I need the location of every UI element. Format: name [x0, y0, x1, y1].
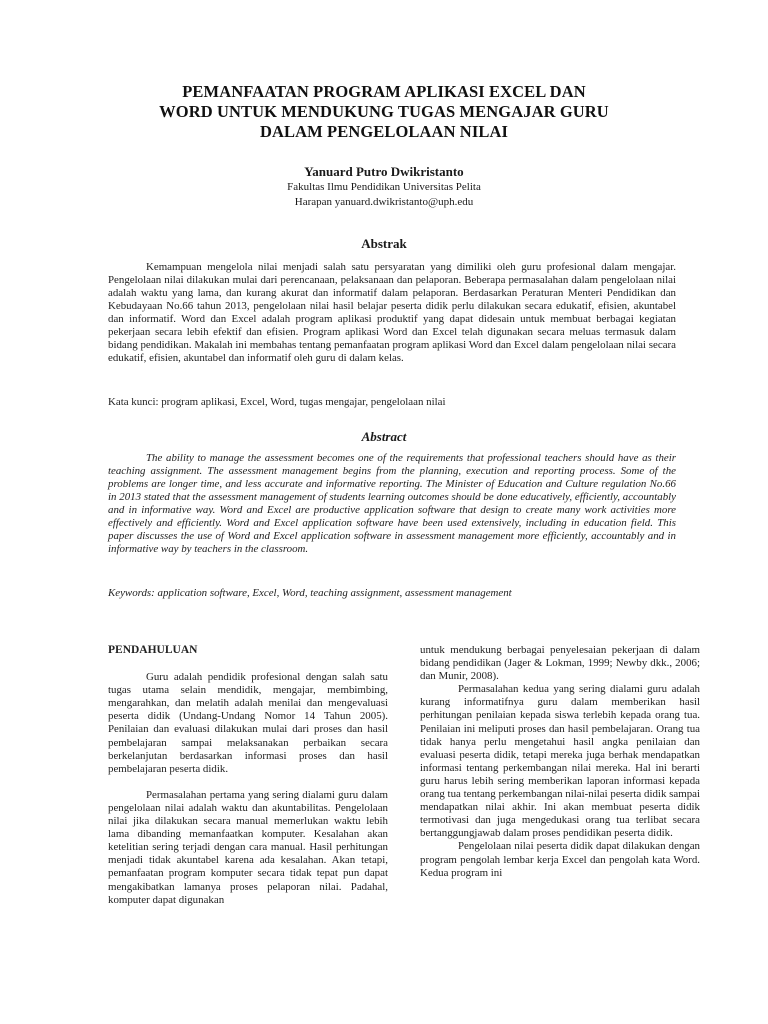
abstrak-keywords: Kata kunci: program aplikasi, Excel, Word, tugas mengajar, pengelolaan nilai: [108, 396, 446, 408]
affiliation-line: Fakultas Ilmu Pendidikan Universitas Pelita: [287, 181, 481, 193]
left-column: [108, 644, 388, 907]
paper-title: [100, 82, 668, 142]
author-affiliation: [100, 180, 668, 210]
abstrak-body: [108, 261, 676, 365]
title-line: PEMANFAATAN PROGRAM APLIKASI EXCEL DAN: [182, 82, 586, 101]
title-line: DALAM PENGELOLAAN NILAI: [260, 122, 508, 141]
affiliation-line: Harapan yanuard.dwikristanto@uph.edu: [294, 196, 474, 208]
body-paragraph: Pengelolaan nilai peserta didik dapat dilakukan dengan program pengolah lembar kerja Excel dan pengolah kata Word. Kedua program ini: [420, 840, 700, 879]
body-paragraph: Permasalahan pertama yang sering dialami guru dalam pengelolaan nilai adalah waktu dan akuntabilitas. Pengelolaan nilai jika dilakukan secara manual memerlukan waktu lebih lama dibanding memanfaatkan komputer. Kesalahan akan ketelitian sering terjadi dengan cara manual. Hasil perhitungan menjadi tidak akuntabel karena ada kesalahan. Akan tetapi, pemanfaatan program komputer secara tidak tepat pun dapat mengakibatkan lamanya proses pelaporan nilai. Padahal, komputer dapat digunakan: [108, 788, 388, 906]
abstract-keywords: Keywords: application software, Excel, Word, teaching assignment, assessment management: [108, 587, 512, 599]
abstract-paragraph: The ability to manage the assessment becomes one of the requirements that professional teachers should have as their teaching assignment. The assessment management begins from the planning, execution and reporting process. Some of the problems are longer time, and less accurate and informative reporting. The Minister of Education and Culture regulation No.66 in 2013 stated that the assessment management of students learning outcomes should be done educatively, efficiently, accountably and in informative way. Word and Excel are productive application software that design to create many work activities more effectively and efficiently. Word and Excel application software have been used extensively, including in education field. This paper discusses the use of Word and Excel application software in assessment management more efficiently, accountably and in informative way by teachers in the classroom.: [108, 452, 676, 556]
title-line: WORD UNTUK MENDUKUNG TUGAS MENGAJAR GURU: [159, 102, 609, 121]
section-heading: PENDAHULUAN: [108, 644, 198, 656]
author-name: Yanuard Putro Dwikristanto: [304, 164, 464, 179]
body-paragraph: Permasalahan kedua yang sering dialami guru adalah kurang informatifnya guru dalam memberikan hasil perhitungan penilaian kepada siswa terlebih kepada orang tua. Penilaian ini meliputi proses dan hasil pembelajaran. Orang tua tidak hanya perlu mengetahui hasil angka penilaian dan evaluasi peserta didik, tetapi mereka juga berhak mendapatkan informasi tentang perkembangan nilai mereka. Hal ini berarti guru harus lebih sering memberikan laporan informasi kepada orang tua tentang perkembangan nilai-nilai peserta didik sampai mendapatkan nilai akhir. Ini akan membuat peserta didik termotivasi dan juga mengedukasi orang tua terlibat secara bertanggungjawab dalam proses pendidikan peserta didik.: [420, 683, 700, 840]
abstract-heading: Abstract: [361, 429, 407, 444]
right-column: [420, 644, 700, 880]
abstract-body: [108, 452, 676, 556]
abstrak-paragraph: Kemampuan mengelola nilai menjadi salah satu persyaratan yang dimiliki oleh guru profesional dalam mengajar. Pengelolaan nilai dilakukan mulai dari perencanaan, pelaksanaan dan pelaporan. Beberapa permasalahan dalam pengelolaan nilai adalah waktu yang lama, dan kurang akurat dan informatif dalam pelaporan. Berdasarkan Peraturan Menteri Pendidikan dan Kebudayaan No.66 tahun 2013, pengelolaan nilai hasil belajar peserta didik perlu dilakukan secara edukatif, efisien, akuntabel dan informatif. Word dan Excel adalah program aplikasi produktif yang dapat didesain untuk membuat berbagai kegiatan pekerjaan secara lebih efektif dan efisien. Program aplikasi Word dan Excel telah digunakan secara meluas termasuk dalam bidang pendidikan. Makalah ini membahas tentang pemanfaatan program aplikasi Word dan Excel dalam pengelolaan nilai secara edukatif, efisien, akuntabel dan informatif oleh guru di dalam kelas.: [108, 261, 676, 365]
body-paragraph-continued: untuk mendukung berbagai penyelesaian pekerjaan di dalam bidang pendidikan (Jager & Lokman, 1999; Newby dkk., 2006; dan Munir, 2008).: [420, 644, 700, 683]
body-paragraph: Guru adalah pendidik profesional dengan salah satu tugas utama selain mendidik, mengajar, membimbing, mengarahkan, dan melatih adalah menilai dan mengevaluasi peserta didik (Undang-Undang Nomor 14 Tahun 2005). Penilaian dan evaluasi dilakukan mulai dari proses dan hasil pembelajaran sampai melaksanakan perbaikan secara berkelanjutan berdasarkan informasi proses dan hasil pembelajaran peserta didik.: [108, 671, 388, 775]
abstrak-heading: Abstrak: [361, 236, 407, 251]
